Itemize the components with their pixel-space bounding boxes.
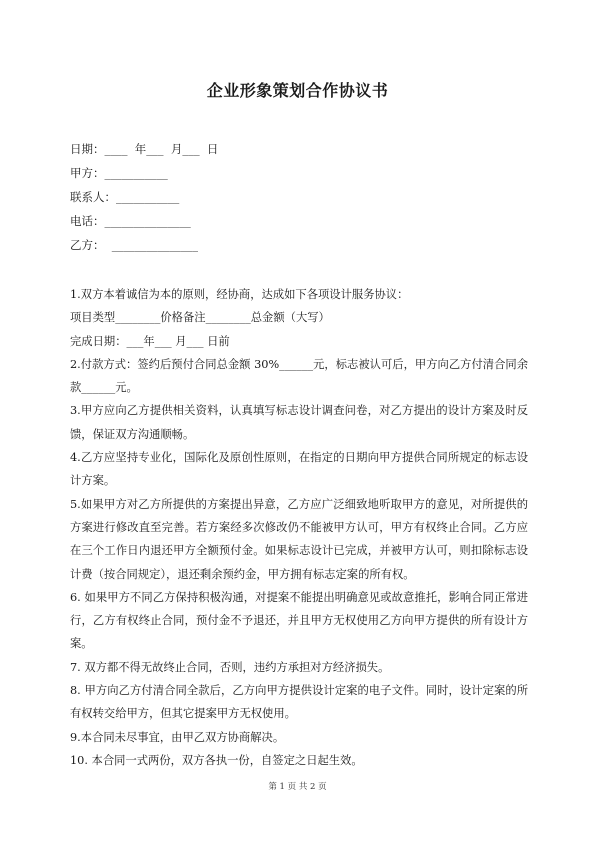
completion-date-line: 完成日期：___年___ 月___ 日前 — [70, 334, 230, 348]
clause-10: 10. 本合同一式两份，双方各执一份，自签定之日起生效。 — [70, 753, 363, 767]
page-number: 第 1 页 共 2 页 — [268, 782, 327, 792]
clause-7: 7. 双方都不得无故终止合同，否则，违约方承担对方经济损失。 — [70, 660, 390, 674]
document-title: 企业形象策划合作协议书 — [206, 81, 389, 100]
header-fields — [70, 141, 530, 261]
clause-5: 5.如果甲方对乙方所提供的方案提出异意，乙方应广泛细致地听取甲方的意见，对所提供的方案进行修改直至完善。若方案经多次修改仍不能被甲方认可，甲方有权终止合同。乙方应在三个工作日内退还甲方全额预付金。如果标志设计已完成，并被甲方认可，则扣除标志设计费（按合同规定），退还剩余预约金，甲方拥有标志定案的所有权。 — [70, 497, 528, 581]
clause-8: 8. 甲方向乙方付清合同全款后，乙方向甲方提供设计定案的电子文件。同时，设计定案的所有权转交给甲方，但其它提案甲方无权使用。 — [70, 684, 528, 721]
clause-4: 4.乙方应坚持专业化，国际化及原创性原则，在指定的日期向甲方提供合同所规定的标志设计方案。 — [70, 451, 528, 488]
party-b-field: 乙方： _______________ — [70, 238, 199, 252]
clause-2: 2.付款方式：签约后预付合同总金额 30%______元，标志被认可后，甲方向乙方付清合同余款______元。 — [70, 357, 528, 395]
clause-3: 3.甲方应向乙方提供相关资料，认真填写标志设计调查问卷，对乙方提出的设计方案及时反馈，保证双方沟通顺畅。 — [70, 404, 528, 441]
project-type-line: 项目类型________价格备注________总金额（大写） — [70, 311, 330, 325]
clause-9: 9.本合同未尽事宜，由甲乙双方协商解决。 — [70, 730, 285, 744]
contract-body — [70, 283, 528, 772]
party-a-field: 甲方：___________ — [70, 166, 168, 180]
phone-field: 电话：_______________ — [70, 214, 191, 228]
contact-field: 联系人：___________ — [70, 190, 180, 204]
clause-1: 1.双方本着诚信为本的原则，经协商，达成如下各项设计服务协议： — [70, 288, 409, 301]
date-field: 日期：____ 年___ 月___ 日 — [70, 142, 219, 156]
clause-6: 6. 如果甲方不同乙方保持积极沟通，对提案不能提出明确意见或故意推托，影响合同正常进行，乙方有权终止合同，预付金不予退还，并且甲方无权使用乙方向甲方提供的所有设计方案。 — [70, 590, 528, 651]
